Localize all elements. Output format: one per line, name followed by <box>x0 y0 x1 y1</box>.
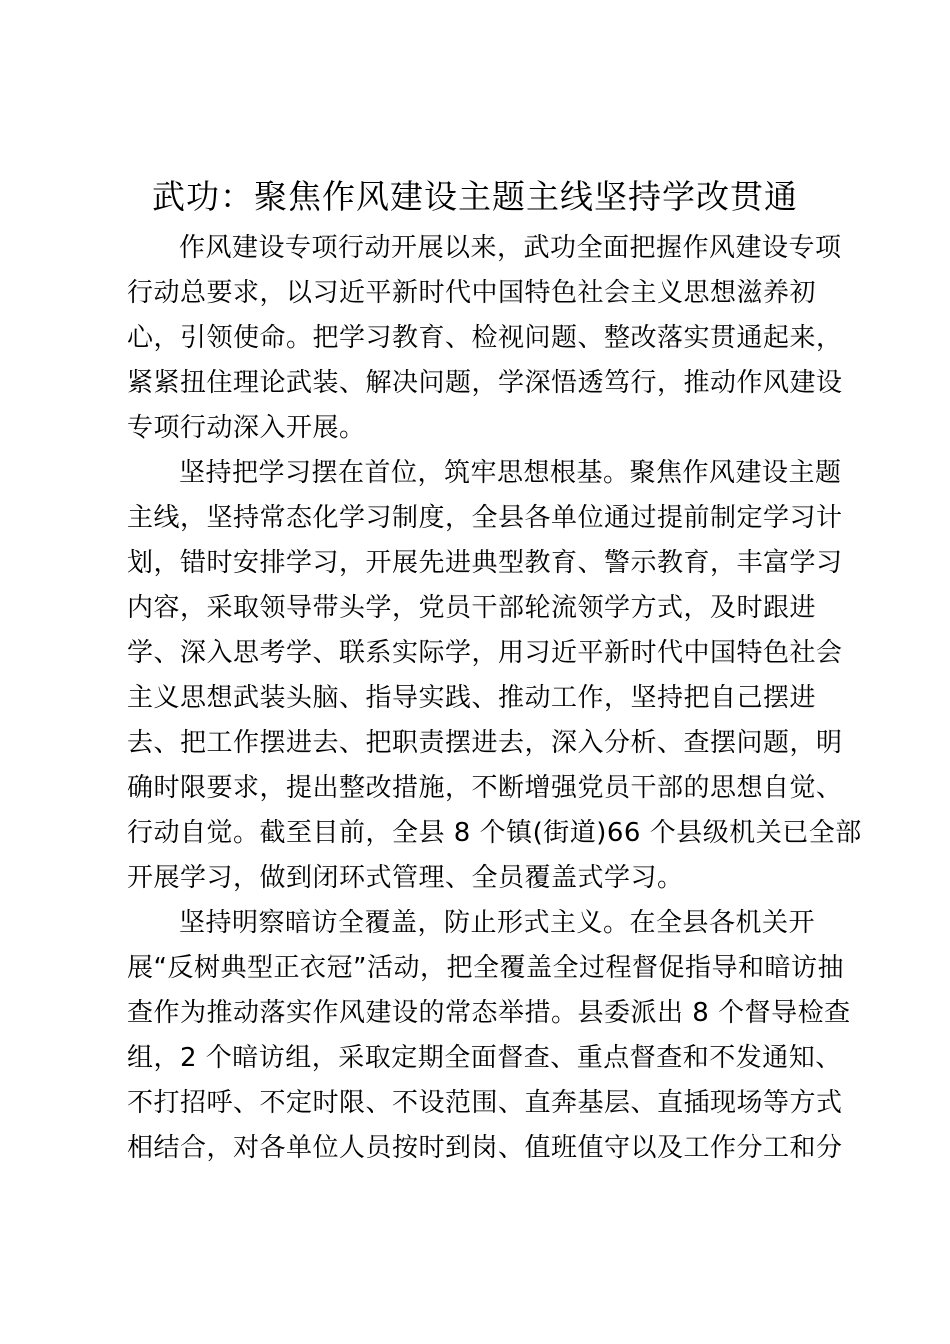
paragraph-line: 划，错时安排学习，开展先进典型教育、警示教育，丰富学习 <box>127 548 843 578</box>
paragraph-line: 心，引领使命。把学习教育、检视问题、整改落实贯通起来， <box>127 323 843 353</box>
paragraph-1 <box>127 226 843 451</box>
paragraph-line: 确时限要求，提出整改措施，不断增强党员干部的思想自觉、 <box>127 773 843 803</box>
paragraph-line: 紧紧扭住理论武装、解决问题，学深悟透笃行，推动作风建设 <box>127 368 843 398</box>
document-title: 武功：聚焦作风建设主题主线坚持学改贯通 <box>152 177 798 216</box>
paragraph-line: 学、深入思考学、联系实际学，用习近平新时代中国特色社会 <box>127 638 843 668</box>
paragraph-line: 查作为推动落实作风建设的常态举措。县委派出 8 个督导检查 <box>127 998 851 1028</box>
paragraph-line: 坚持明察暗访全覆盖，防止形式主义。在全县各机关开 <box>179 908 816 938</box>
paragraph-3 <box>127 901 851 1171</box>
paragraph-line: 行动自觉。截至目前，全县 8 个镇(街道)66 个县级机关已全部 <box>127 818 862 848</box>
paragraph-line: 作风建设专项行动开展以来，武功全面把握作风建设专项 <box>179 233 842 263</box>
paragraph-line: 不打招呼、不定时限、不设范围、直奔基层、直插现场等方式 <box>127 1088 843 1118</box>
paragraph-line: 内容，采取领导带头学，党员干部轮流领学方式，及时跟进 <box>127 593 817 623</box>
paragraph-line: 坚持把学习摆在首位，筑牢思想根基。聚焦作风建设主题 <box>179 458 842 488</box>
paragraph-line: 主线，坚持常态化学习制度，全县各单位通过提前制定学习计 <box>127 503 843 533</box>
paragraph-2 <box>127 451 862 901</box>
document-body <box>127 226 862 1171</box>
paragraph-line: 开展学习，做到闭环式管理、全员覆盖式学习。 <box>127 863 684 893</box>
paragraph-line: 去、把工作摆进去、把职责摆进去，深入分析、查摆问题，明 <box>127 728 843 758</box>
paragraph-line: 展“反树典型正衣冠”活动，把全覆盖全过程督促指导和暗访抽 <box>127 953 844 983</box>
paragraph-line: 主义思想武装头脑、指导实践、推动工作，坚持把自己摆进 <box>127 683 817 713</box>
paragraph-line: 行动总要求，以习近平新时代中国特色社会主义思想滋养初 <box>127 278 817 308</box>
paragraph-line: 组，2 个暗访组，采取定期全面督查、重点督查和不发通知、 <box>127 1043 842 1073</box>
paragraph-line: 相结合，对各单位人员按时到岗、值班值守以及工作分工和分 <box>127 1133 843 1163</box>
paragraph-line: 专项行动深入开展。 <box>127 413 366 443</box>
